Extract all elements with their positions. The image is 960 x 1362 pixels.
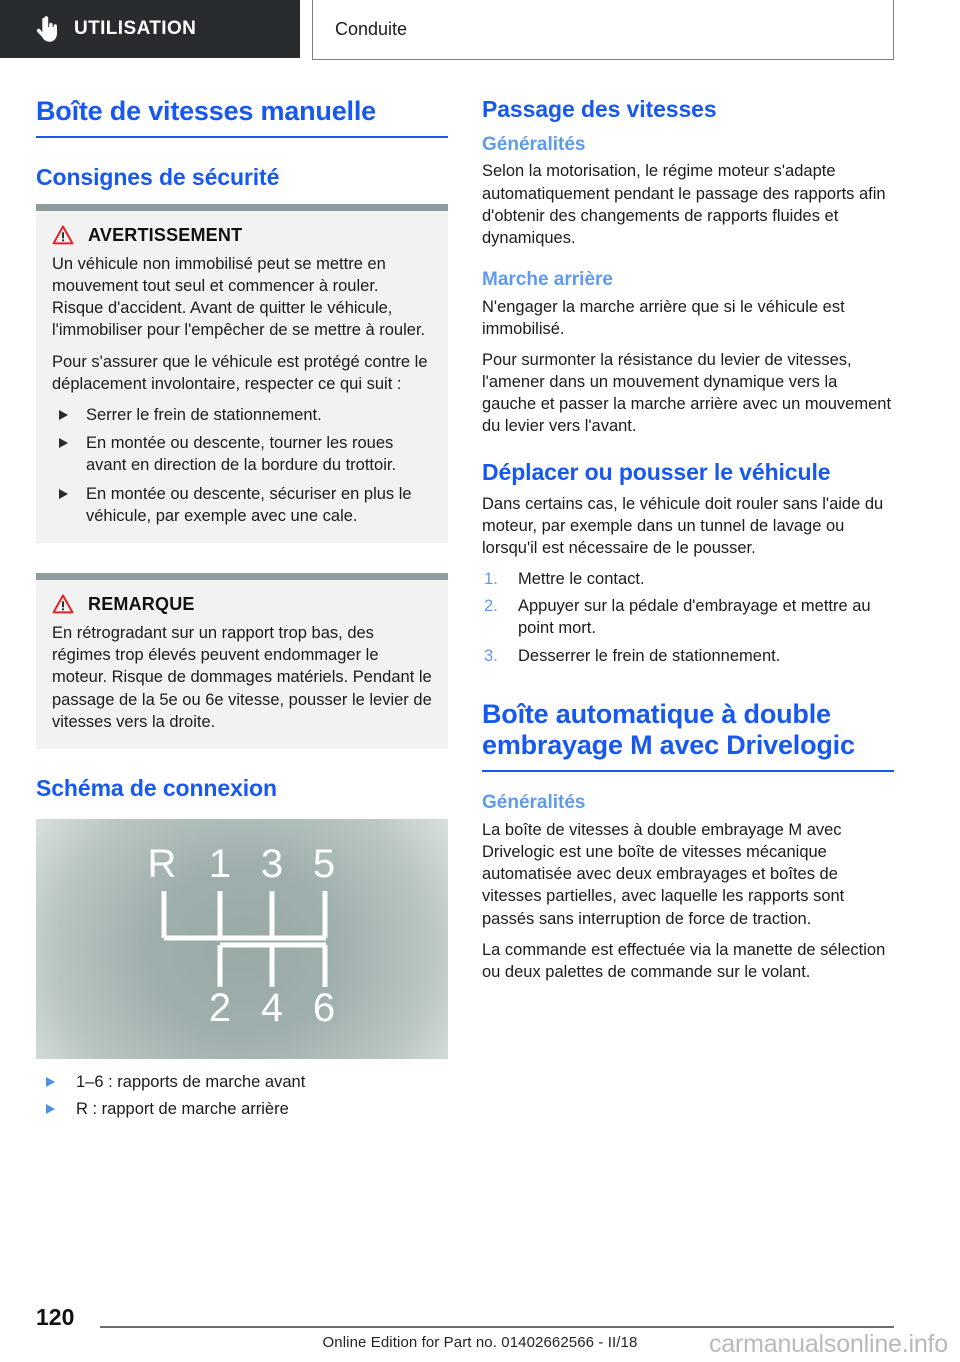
heading-passage-vitesses: Passage des vitesses [482, 96, 717, 122]
paragraph-marche-2: Pour surmonter la résistance du levier de vitesses, l'amener dans un mouvement dynamique vers la gauche et passer la marche arrière avec un mouvement du levier vers l'avant. [482, 350, 892, 436]
list-item-text: R : rapport de marche arrière [76, 1099, 289, 1118]
warning-box-title-row [52, 225, 432, 246]
gear-label-4: 4 [260, 985, 284, 1030]
list-item-text: En montée ou descente, tourner les roues avant en direction de la bordure du trottoir. [86, 434, 397, 475]
triangle-bullet-icon [59, 489, 68, 499]
page-footer [0, 1290, 960, 1362]
figure-caption [36, 1071, 448, 1120]
page-number: 120 [36, 1304, 75, 1330]
note-box [36, 573, 448, 749]
footer-watermark: carmanualsonline.info [708, 1330, 948, 1358]
procedure-steps-list [482, 568, 894, 666]
gear-label-6: 6 [312, 985, 336, 1030]
page-header [0, 0, 960, 62]
note-box-title-row [52, 594, 432, 615]
list-item [482, 568, 894, 590]
section-tab-utilisation[interactable] [0, 0, 300, 58]
triangle-bullet-icon [59, 410, 68, 420]
gear-shift-pattern-diagram [36, 819, 448, 1059]
gear-label-1: 1 [208, 841, 232, 886]
paragraph-marche-1: N'engager la marche arrière que si le véhicule est immobilisé. [482, 297, 845, 338]
list-item-text: En montée ou descente, sécuriser en plus le véhicule, par exemple avec une cale. [86, 484, 412, 525]
gear-label-5: 5 [312, 841, 336, 886]
gear-label-R: R [147, 841, 177, 886]
paragraph-auto-1: La boîte de vitesses à double embrayage M avec Drivelogic est une boîte de vitesses mécanique automatisée avec deux embrayages et boîtes de vitesses partielles, avec laquelle les rapports sont passés sans interruption de force de traction. [482, 821, 845, 928]
heading-consignes-securite: Consignes de sécurité [36, 164, 280, 191]
heading-schema-connexion: Schéma de connexion [36, 774, 277, 801]
breadcrumb-tab-conduite[interactable] [312, 0, 894, 60]
list-item [52, 483, 432, 527]
list-item-text: Mettre le contact. [518, 570, 645, 589]
list-item [52, 432, 432, 476]
triangle-bullet-icon [46, 1104, 55, 1114]
note-box-title: REMARQUE [88, 593, 195, 614]
warning-box [36, 204, 448, 543]
heading-generalites-1: Généralités [482, 133, 586, 155]
heading-boite-automatique: Boîte automatique à double embrayage M avec Drivelogic [482, 699, 894, 773]
breadcrumb-tab-label: Conduite [335, 19, 408, 39]
page-body [0, 62, 960, 1290]
list-item [482, 645, 894, 667]
right-column [482, 62, 894, 992]
list-item-text: 1–6 : rapports de marche avant [76, 1072, 306, 1091]
warning-paragraph-1: Un véhicule non immobilisé peut se mettre en mouvement tout seul et commencer à rouler. Risque d'accident. Avant de quitter le véhicule, l'immobiliser pour l'empêcher de se mettre à rouler. [52, 254, 426, 340]
warning-bullet-list [52, 404, 432, 527]
paragraph-auto-2: La commande est effectuée via la manette de sélection ou deux palettes de commande sur le volant. [482, 940, 886, 981]
left-column [36, 62, 448, 1125]
warning-triangle-icon [52, 225, 74, 245]
list-item [482, 595, 894, 639]
paragraph-deplacer: Dans certains cas, le véhicule doit rouler sans l'aide du moteur, par exemple dans un tunnel de lavage ou lorsqu'il est nécessaire de le pousser. [482, 494, 884, 558]
triangle-bullet-icon [59, 438, 68, 448]
list-item-text: Serrer le frein de stationnement. [86, 406, 322, 425]
gear-label-2: 2 [208, 985, 232, 1030]
gear-pattern-svg [36, 819, 448, 1059]
heading-marche-arriere: Marche arrière [482, 268, 613, 290]
heading-deplacer-pousser: Déplacer ou pousser le véhicule [482, 459, 831, 486]
note-paragraph-1: En rétrogradant sur un rapport trop bas, des régimes trop élevés peuvent endommager le moteur. Risque de dommages matériels. Pendant le passage de la 5e ou 6e vitesse, pousser le levier de vitesses vers la droite. [52, 623, 432, 731]
figure-legend-list [36, 1071, 448, 1120]
list-item [52, 404, 432, 426]
list-item-text: Appuyer sur la pédale d'embrayage et mettre au point mort. [518, 597, 871, 638]
heading-boite-manuelle: Boîte de vitesses manuelle [36, 96, 448, 138]
list-item-text: Desserrer le frein de stationnement. [518, 646, 781, 665]
warning-paragraph-2: Pour s'assurer que le véhicule est protégé contre le déplacement involontaire, respecter ce qui suit : [52, 352, 428, 393]
warning-box-title: AVERTISSEMENT [88, 224, 243, 245]
heading-generalites-2: Généralités [482, 792, 586, 814]
warning-triangle-icon [52, 594, 74, 614]
triangle-bullet-icon [46, 1077, 55, 1087]
list-item [36, 1071, 448, 1093]
list-item [36, 1098, 448, 1120]
pointing-hand-icon [36, 16, 58, 42]
footer-divider [100, 1326, 894, 1328]
gear-label-3: 3 [260, 841, 284, 886]
paragraph-generalites-1: Selon la motorisation, le régime moteur s'adapte automatiquement pendant le passage des rapports afin d'obtenir des changements de rapports fluides et dynamiques. [482, 162, 886, 247]
section-tab-label: UTILISATION [74, 18, 197, 39]
footer-edition-text: Online Edition for Part no. 01402662566 - II/18 [322, 1334, 638, 1351]
